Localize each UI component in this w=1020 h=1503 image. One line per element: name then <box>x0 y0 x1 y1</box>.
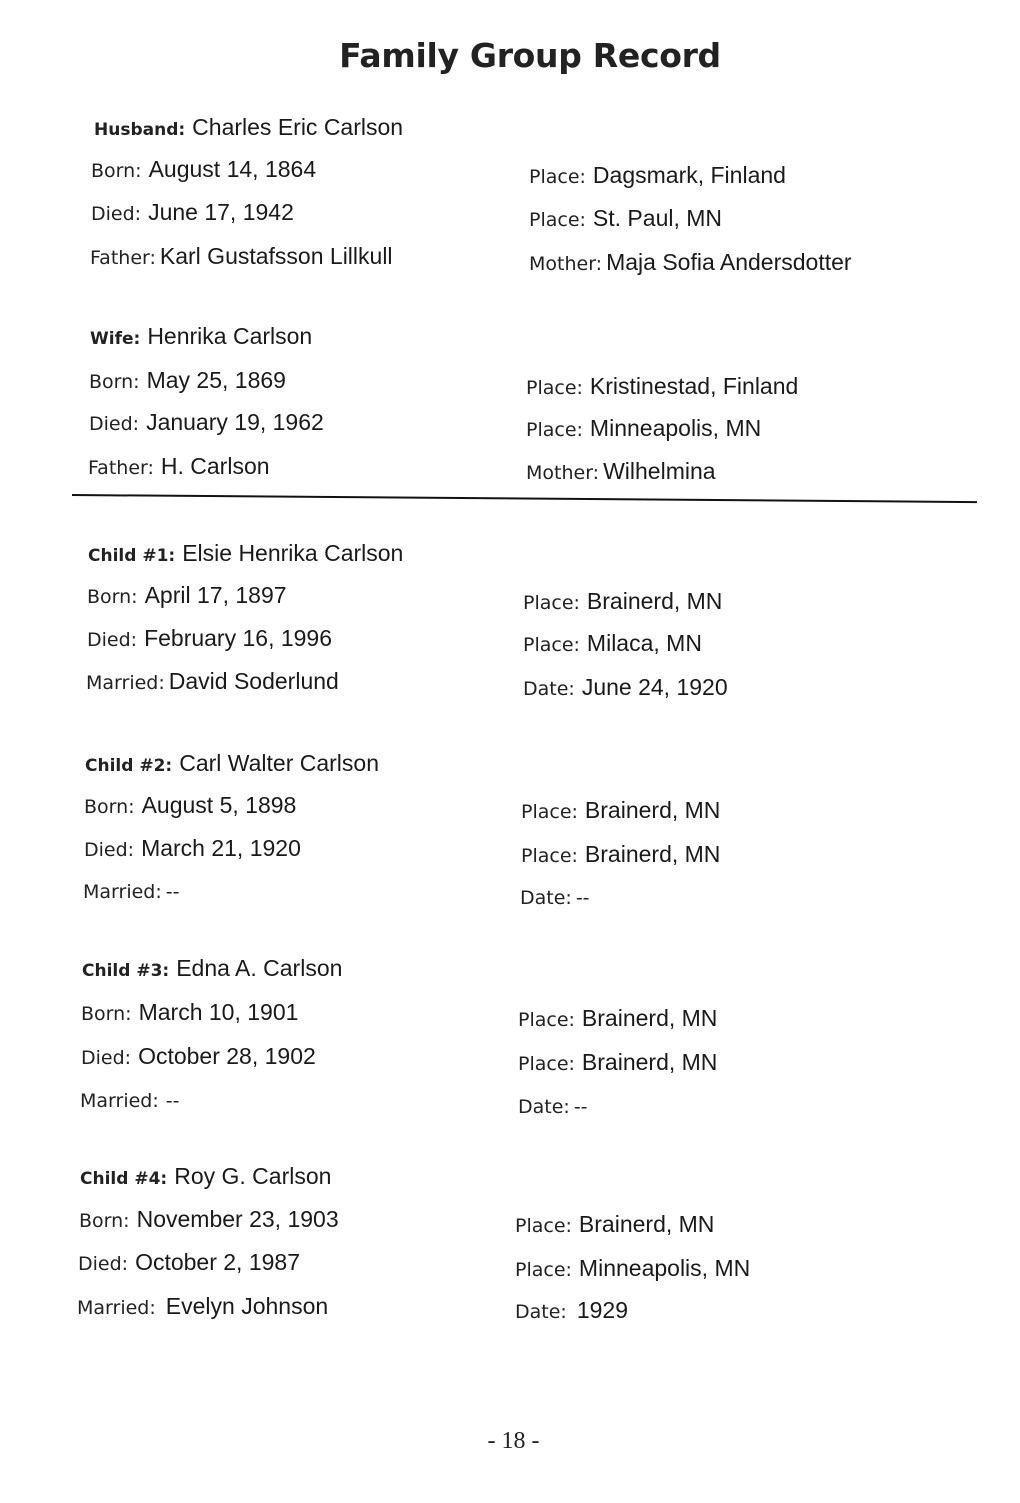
place-label: Place: <box>518 1009 575 1031</box>
married-label: Married: <box>77 1297 156 1319</box>
father-label: Father: <box>90 247 156 269</box>
child-1-married-row <box>86 668 339 695</box>
wife-died-place-row <box>526 415 761 442</box>
child-3-heading <box>82 955 342 982</box>
father-label: Father: <box>88 457 154 479</box>
child-4-born-place-row <box>515 1211 714 1238</box>
married-label: Married: <box>86 672 165 694</box>
wife-born-row <box>89 367 286 394</box>
child-1-marriage-date: June 24, 1920 <box>581 674 728 700</box>
child-4-heading <box>80 1163 331 1190</box>
child-4-died-place: Minneapolis, MN <box>578 1255 751 1281</box>
died-label: Died: <box>81 1047 132 1069</box>
husband-mother-name: Maja Sofia Andersdotter <box>606 249 852 275</box>
husband-born-date: August 14, 1864 <box>148 156 317 182</box>
child-3-died-row <box>81 1043 316 1070</box>
child-2-born-place-row <box>521 797 720 824</box>
born-label: Born: <box>89 371 140 393</box>
child-4-marriage-date: 1929 <box>576 1297 628 1323</box>
child-1-born-place-row <box>523 588 722 615</box>
child-4-married-row <box>77 1293 328 1320</box>
married-label: Married: <box>80 1090 159 1112</box>
died-label: Died: <box>89 413 140 435</box>
date-label: Date: <box>515 1301 567 1323</box>
child-3-marriage-date: -- <box>573 1096 588 1118</box>
husband-died-place-row <box>529 205 722 232</box>
child-3-born-place: Brainerd, MN <box>581 1005 718 1031</box>
child-3-spouse: -- <box>165 1090 180 1112</box>
section-divider <box>72 494 977 503</box>
place-label: Place: <box>521 845 578 867</box>
child-3-died-date: October 28, 1902 <box>138 1043 316 1069</box>
wife-born-place-row <box>526 373 798 400</box>
child-3-name: Edna A. Carlson <box>176 955 343 981</box>
wife-heading <box>90 323 312 350</box>
child-2-date-row <box>520 883 590 910</box>
child-2-heading <box>85 750 379 777</box>
child-3-born-row <box>81 999 298 1026</box>
husband-father-row <box>90 243 393 270</box>
child-2-died-place: Brainerd, MN <box>584 841 721 867</box>
child-1-died-date: February 16, 1996 <box>144 625 333 651</box>
child-1-born-place: Brainerd, MN <box>586 588 723 614</box>
born-label: Born: <box>87 586 138 608</box>
wife-died-place: Minneapolis, MN <box>589 415 762 441</box>
child-2-died-row <box>84 835 301 862</box>
child-2-marriage-date: -- <box>575 887 590 909</box>
child-1-born-date: April 17, 1897 <box>144 582 287 608</box>
husband-died-date: June 17, 1942 <box>148 199 294 225</box>
wife-died-row <box>89 409 324 436</box>
husband-died-row <box>91 199 294 226</box>
died-label: Died: <box>84 839 135 861</box>
child-3-label: Child #3: <box>82 961 170 981</box>
child-2-label: Child #2: <box>85 756 173 776</box>
place-label: Place: <box>526 377 583 399</box>
husband-label: Husband: <box>94 120 186 140</box>
wife-name: Henrika Carlson <box>147 323 313 349</box>
page-number: - 18 - <box>487 1428 540 1454</box>
child-4-born-row <box>79 1206 339 1233</box>
born-label: Born: <box>84 796 135 818</box>
born-label: Born: <box>79 1210 130 1232</box>
child-3-died-place: Brainerd, MN <box>581 1049 718 1075</box>
child-2-born-row <box>84 792 296 819</box>
mother-label: Mother: <box>529 253 603 275</box>
child-2-married-row <box>83 877 179 904</box>
child-2-died-date: March 21, 1920 <box>141 835 301 861</box>
place-label: Place: <box>529 166 586 188</box>
husband-born-place: Dagsmark, Finland <box>592 162 786 188</box>
child-2-died-place-row <box>521 841 720 868</box>
child-4-died-date: October 2, 1987 <box>135 1249 301 1275</box>
husband-died-place: St. Paul, MN <box>592 205 723 231</box>
wife-born-place: Kristinestad, Finland <box>589 373 799 399</box>
child-4-born-place: Brainerd, MN <box>578 1211 715 1237</box>
place-label: Place: <box>521 801 578 823</box>
died-label: Died: <box>87 629 138 651</box>
child-1-born-row <box>87 582 287 609</box>
died-label: Died: <box>91 203 142 225</box>
place-label: Place: <box>523 592 580 614</box>
child-4-name: Roy G. Carlson <box>174 1163 332 1189</box>
child-1-died-place-row <box>523 630 702 657</box>
married-label: Married: <box>83 881 162 903</box>
wife-label: Wife: <box>90 329 141 349</box>
child-3-born-date: March 10, 1901 <box>138 999 299 1025</box>
child-2-spouse: -- <box>165 881 180 903</box>
page-title: Family Group Record <box>339 36 721 75</box>
date-label: Date: <box>520 887 572 909</box>
wife-father-name: H. Carlson <box>160 453 270 479</box>
child-4-born-date: November 23, 1903 <box>136 1206 339 1232</box>
wife-father-row <box>88 453 270 480</box>
wife-mother-name: Wilhelmina <box>603 458 716 484</box>
place-label: Place: <box>523 634 580 656</box>
place-label: Place: <box>518 1053 575 1075</box>
husband-born-place-row <box>529 162 786 189</box>
child-4-spouse: Evelyn Johnson <box>165 1293 329 1319</box>
wife-mother-row <box>526 458 716 485</box>
child-1-spouse: David Soderlund <box>168 668 339 694</box>
wife-born-date: May 25, 1869 <box>146 367 286 393</box>
born-label: Born: <box>91 160 142 182</box>
child-1-died-place: Milaca, MN <box>586 630 702 656</box>
husband-heading <box>94 114 403 141</box>
child-2-name: Carl Walter Carlson <box>179 750 380 776</box>
child-3-died-place-row <box>518 1049 717 1076</box>
child-3-born-place-row <box>518 1005 717 1032</box>
born-label: Born: <box>81 1003 132 1025</box>
place-label: Place: <box>526 419 583 441</box>
child-4-died-row <box>78 1249 300 1276</box>
child-1-died-row <box>87 625 332 652</box>
place-label: Place: <box>515 1215 572 1237</box>
date-label: Date: <box>518 1096 570 1118</box>
child-1-heading <box>88 540 403 567</box>
wife-died-date: January 19, 1962 <box>146 409 324 435</box>
child-4-date-row <box>515 1297 628 1324</box>
child-3-date-row <box>518 1092 588 1119</box>
child-1-date-row <box>523 674 728 701</box>
husband-mother-row <box>529 249 852 276</box>
date-label: Date: <box>523 678 575 700</box>
child-1-name: Elsie Henrika Carlson <box>182 540 404 566</box>
child-3-married-row <box>80 1086 179 1113</box>
child-2-born-place: Brainerd, MN <box>584 797 721 823</box>
mother-label: Mother: <box>526 462 600 484</box>
child-1-label: Child #1: <box>88 546 176 566</box>
husband-name: Charles Eric Carlson <box>192 114 404 140</box>
child-2-born-date: August 5, 1898 <box>141 792 297 818</box>
child-4-died-place-row <box>515 1255 750 1282</box>
husband-born-row <box>91 156 316 183</box>
child-4-label: Child #4: <box>80 1169 168 1189</box>
place-label: Place: <box>515 1259 572 1281</box>
husband-father-name: Karl Gustafsson Lillkull <box>159 243 393 269</box>
place-label: Place: <box>529 209 586 231</box>
died-label: Died: <box>78 1253 129 1275</box>
